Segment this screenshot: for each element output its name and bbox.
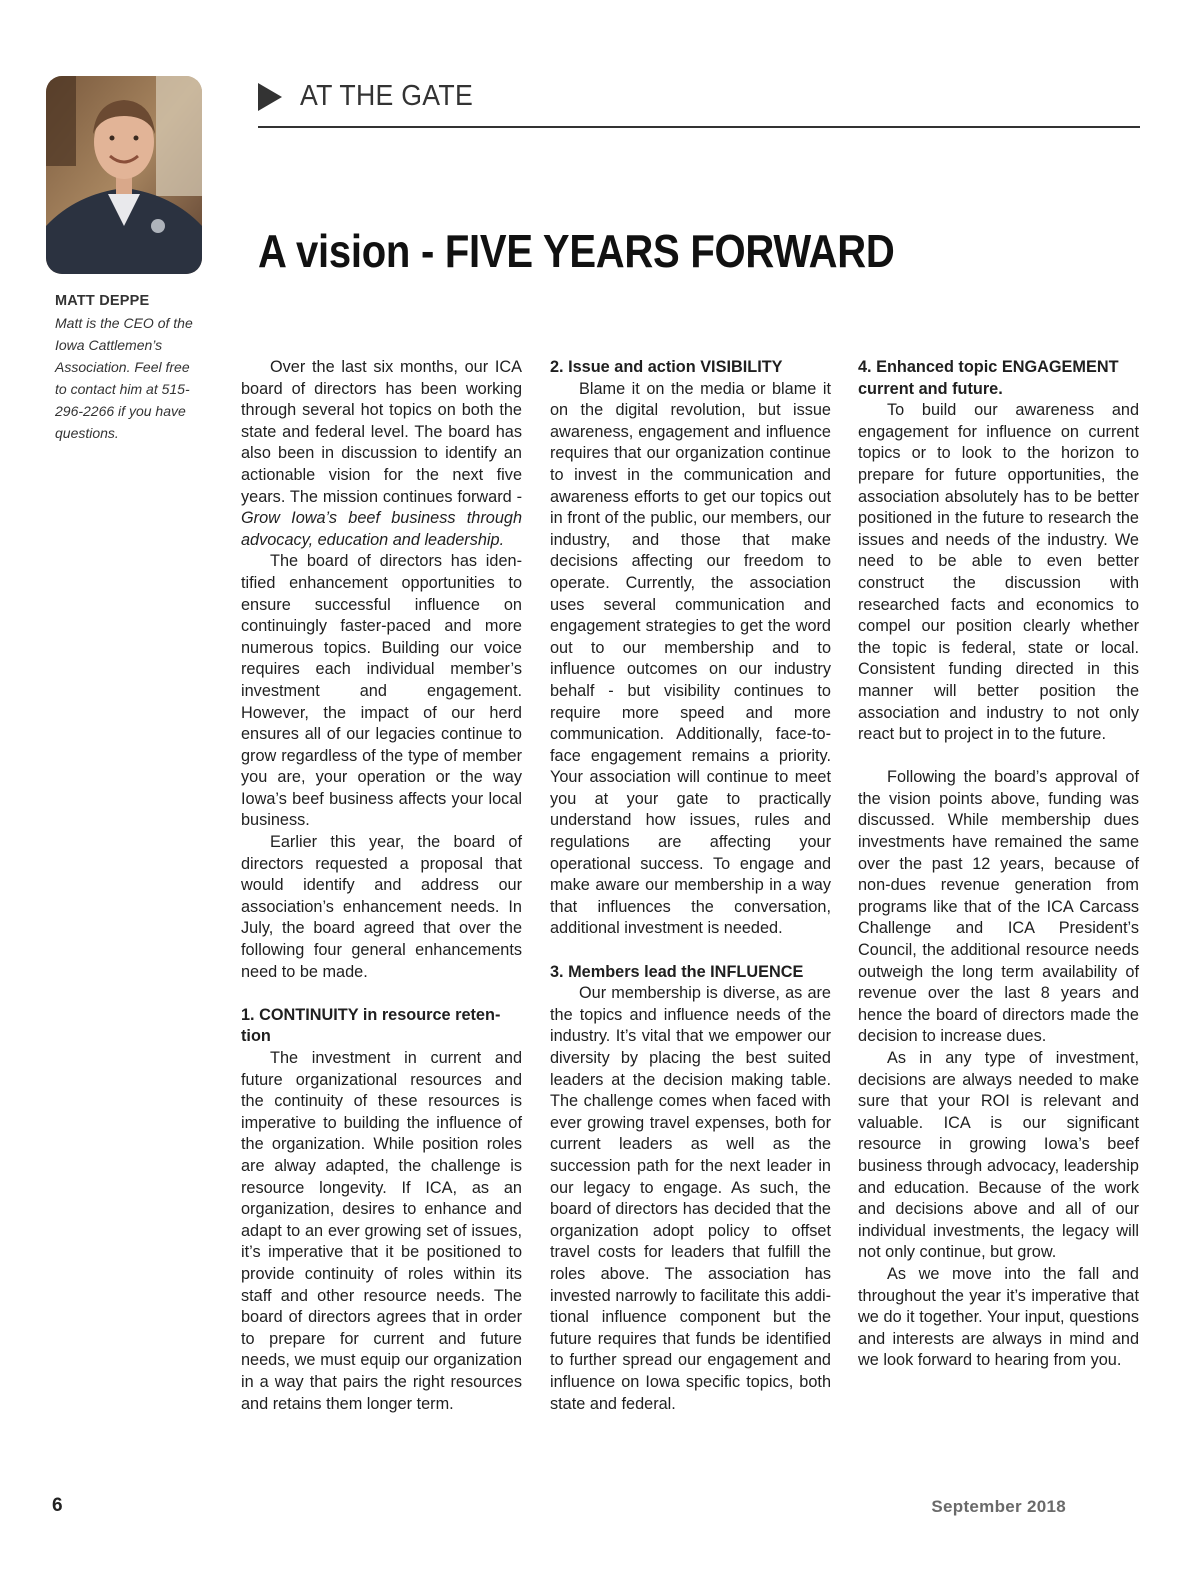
article-column-2	[550, 357, 831, 1415]
spacer	[550, 940, 831, 962]
article-paragraph: Earlier this year, the board of directors requested a proposal that would identify and address our association’s enhancement needs. In July, the board agreed that over the following four general enhancements need to be made.	[241, 833, 522, 981]
page-number: 6	[52, 1495, 63, 1516]
article-headline: A vision - FIVE YEARS FORWARD	[258, 225, 895, 277]
author-bio: Matt is the CEO of the Iowa Cattlemen’s Association. Feel free to contact him at 515-296-2266 if you have questions.	[55, 315, 193, 441]
author-name: MATT DEPPE	[55, 293, 150, 309]
issue-date: September 2018	[931, 1497, 1066, 1516]
subheading-engagement: 4. Enhanced topic ENGAGEMENT current and future.	[858, 358, 1119, 398]
mission-statement: Grow Iowa’s beef business through advocacy, education and leadership.	[241, 509, 522, 549]
author-photo	[46, 76, 202, 274]
article-column-1	[241, 357, 522, 1415]
play-arrow-icon	[258, 83, 282, 111]
author-info	[55, 290, 205, 444]
article-paragraph	[241, 357, 522, 551]
article-paragraph: The board of directors has identified enhancement opportunities to ensure successful influence on continuingly faster-paced and more numerous topics. Building our voice requires each individual member’s investment and engagement. However, the impact of our herd ensures all of our legacies continue to grow regardless of the type of member you are, your operation or the way Iowa’s beef business affects your local business.	[241, 552, 522, 830]
article-paragraph: Following the board’s approval of the vision points above, funding was discussed. While membership dues investments have remained the same over the past 12 years, because of non-dues revenue generation from programs like that of the ICA Carcass Challenge and ICA President’s Council, the additional resource needs outweigh the long term availability of revenue over the last 8 years and hence the board of directors made the decision to increase dues.	[858, 768, 1139, 1046]
article-paragraph: Our membership is diverse, as are the topics and influence needs of the industry. It’s vital that we empower our diversity by placing the best suited leaders at the decision making table. The challenge comes when faced with ever growing travel expenses, both for current leaders as well as the succession path for the next leader in our legacy to engage. As such, the board of directors has decided that the organization adopt policy to offset travel costs for leaders that fulfill the roles above. The association has invested narrowly to facilitate this additional influence component but the future requires that funds be identified to further spread our engagement and influence on Iowa specific topics, both state and federal.	[550, 984, 831, 1413]
section-label: AT THE GATE	[300, 80, 474, 112]
article-paragraph: To build our awareness and engagement for influence on current topics or to look to the horizon to prepare for future opportunities, the association absolutely has to be better positioned in the future to research the issues and needs of the industry. We need to be able to even better construct the discussion with researched facts and economics to compel our position clearly whether the topic is federal, state or local. Consistent funding directed in this manner will better position the association and industry to not only react but to project in to the future.	[858, 401, 1139, 744]
article-paragraph: As in any type of investment, decisions are always needed to make sure that your ROI is relevant and valuable. ICA is our significant resource in growing Iowa’s beef business through advocacy, leadership and education. Because of the work and decisions above and all of our individual investments, the legacy will not only continue, but grow.	[858, 1049, 1139, 1262]
article-paragraph: As we move into the fall and throughout the year it’s imperative that we do it together. Your input, questions and interests are always in mind and we look forward to hearing from you.	[858, 1264, 1139, 1370]
section-header	[258, 80, 488, 113]
article-column-3	[858, 357, 1139, 1372]
spacer	[241, 983, 522, 1005]
paragraph-text: Over the last six months, our ICA board of directors has been working through several hot topics on both the state and federal level. The board has also been in discussion to identify an actionable vision for the next five years. The mission continues forward -	[241, 358, 522, 506]
header-divider	[258, 126, 1140, 128]
spacer	[858, 746, 1139, 768]
subheading-visibility: 2. Issue and action VISIBILITY	[550, 358, 783, 376]
article-paragraph: Blame it on the media or blame it on the digital revolution, but issue awareness, engagement and influence requires that our organization continue to invest in the communication and awareness efforts to get our topics out in front of the public, our members, our industry, and those that make decisions affecting our freedom to operate. Currently, the association uses several communication and engagement strategies to get the word out to our membership and to influence outcomes on our industry behalf - but visibility continues to require more speed and more communication. Additionally, face-to-face engagement remains a priority. Your association will continue to meet you at your gate to practically understand how issues, rules and regulations are affecting your operational success. To engage and make aware our membership in a way that influences the conversation, additional investment is needed.	[550, 379, 831, 938]
article-paragraph: The investment in current and future organizational resources and the continuity of these resources is imperative to building the influence of the organization. While position roles are alway adapted, the challenge is resource longevity. If ICA, as an organization, desires to enhance and adapt to an ever growing set of issues, it’s imperative that it be positioned to provide continuity of roles within its staff and other resource needs. The board of directors agrees that in order to prepare for current and future needs, we must equip our organization in a way that pairs the right resources and retains them longer term.	[241, 1049, 522, 1413]
author-portrait-image	[46, 76, 202, 274]
subheading-continuity: 1. CONTINUITY in resource retention	[241, 1005, 501, 1046]
subheading-influence: 3. Members lead the INFLUENCE	[550, 962, 804, 981]
